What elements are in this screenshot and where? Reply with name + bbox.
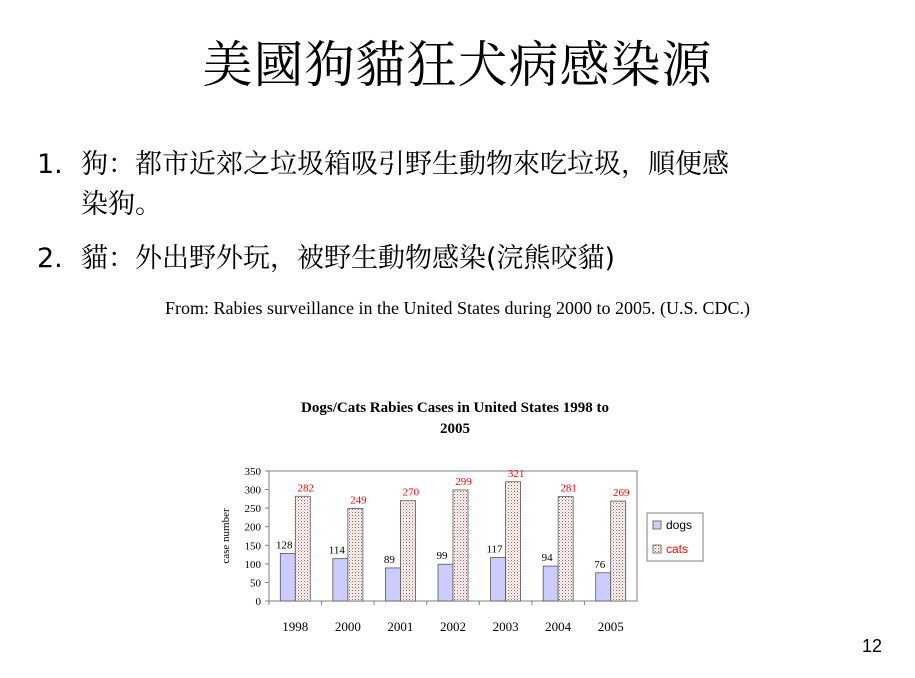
dogs-data-label: 76 xyxy=(594,558,606,571)
y-tick-label: 300 xyxy=(244,484,261,497)
list-number: 1. xyxy=(37,149,63,180)
list-text: 貓：外出野外玩，被野生動物感染(浣熊咬貓) xyxy=(81,243,616,274)
source-citation: From: Rabies surveillance in the United States during 2000 to 2005. (U.S. CDC.) xyxy=(165,298,750,318)
slide-title: 美國狗貓狂犬病感染源 xyxy=(202,36,713,94)
legend-label-cats: cats xyxy=(666,542,689,556)
list-item-dogs-continued: 染狗。 xyxy=(81,189,162,220)
page-number: 12 xyxy=(861,636,882,656)
list-text: 狗：都市近郊之垃圾箱吸引野生動物來吃垃圾，順便感 xyxy=(81,149,729,180)
cats-data-label: 270 xyxy=(402,486,420,499)
x-tick-label: 1998 xyxy=(282,619,309,634)
legend-label-dogs: dogs xyxy=(666,518,693,532)
dogs-bar xyxy=(491,558,506,601)
y-tick-label: 350 xyxy=(244,466,261,478)
cats-data-label: 299 xyxy=(455,475,472,488)
cats-data-label: 281 xyxy=(560,482,577,495)
cats-bar xyxy=(611,501,626,601)
y-tick-label: 150 xyxy=(244,540,261,553)
dogs-data-label: 128 xyxy=(276,539,293,552)
x-tick-label: 2004 xyxy=(545,619,572,634)
dogs-bar xyxy=(385,568,400,601)
cats-bar xyxy=(348,509,363,601)
cats-bar xyxy=(400,501,415,601)
dogs-data-label: 99 xyxy=(436,550,448,563)
x-tick-label: 2003 xyxy=(492,619,519,634)
chart-title xyxy=(240,398,670,440)
y-tick-label: 50 xyxy=(250,577,261,590)
chart-title-line1: Dogs/Cats Rabies Cases in United States 1998 to xyxy=(301,400,609,416)
chart-title-line2: 2005 xyxy=(440,421,470,437)
y-tick-label: 0 xyxy=(255,596,261,608)
dogs-data-label: 89 xyxy=(383,553,395,566)
cats-data-label: 269 xyxy=(612,487,630,500)
legend-swatch-cats xyxy=(653,545,661,553)
dogs-bar xyxy=(596,573,611,601)
dogs-bar xyxy=(280,553,295,601)
y-tick-label: 250 xyxy=(244,503,261,516)
dogs-bar xyxy=(438,564,453,601)
cats-bar xyxy=(295,496,310,601)
cats-bar xyxy=(453,490,468,601)
y-axis-title: case number xyxy=(220,508,232,564)
cats-bar xyxy=(506,482,521,601)
list-item-dogs xyxy=(37,147,729,183)
dogs-bar xyxy=(543,566,558,601)
x-tick-label: 2002 xyxy=(440,619,466,634)
legend-swatch-dogs xyxy=(653,521,661,529)
bar-chart xyxy=(205,455,715,645)
x-tick-label: 2005 xyxy=(597,619,624,634)
list-item-cats xyxy=(37,241,615,277)
dogs-data-label: 117 xyxy=(486,543,503,556)
dogs-data-label: 94 xyxy=(541,552,553,565)
list-number: 2. xyxy=(37,243,63,274)
cats-data-label: 282 xyxy=(297,482,315,495)
dogs-bar xyxy=(333,559,348,601)
cats-data-label: 321 xyxy=(507,467,525,480)
dogs-data-label: 114 xyxy=(328,544,345,557)
cats-bar xyxy=(558,497,573,601)
y-tick-label: 200 xyxy=(244,521,261,534)
x-tick-label: 2001 xyxy=(387,619,414,634)
cats-data-label: 249 xyxy=(350,494,367,507)
x-tick-label: 2000 xyxy=(334,619,361,634)
y-tick-label: 100 xyxy=(244,558,261,571)
